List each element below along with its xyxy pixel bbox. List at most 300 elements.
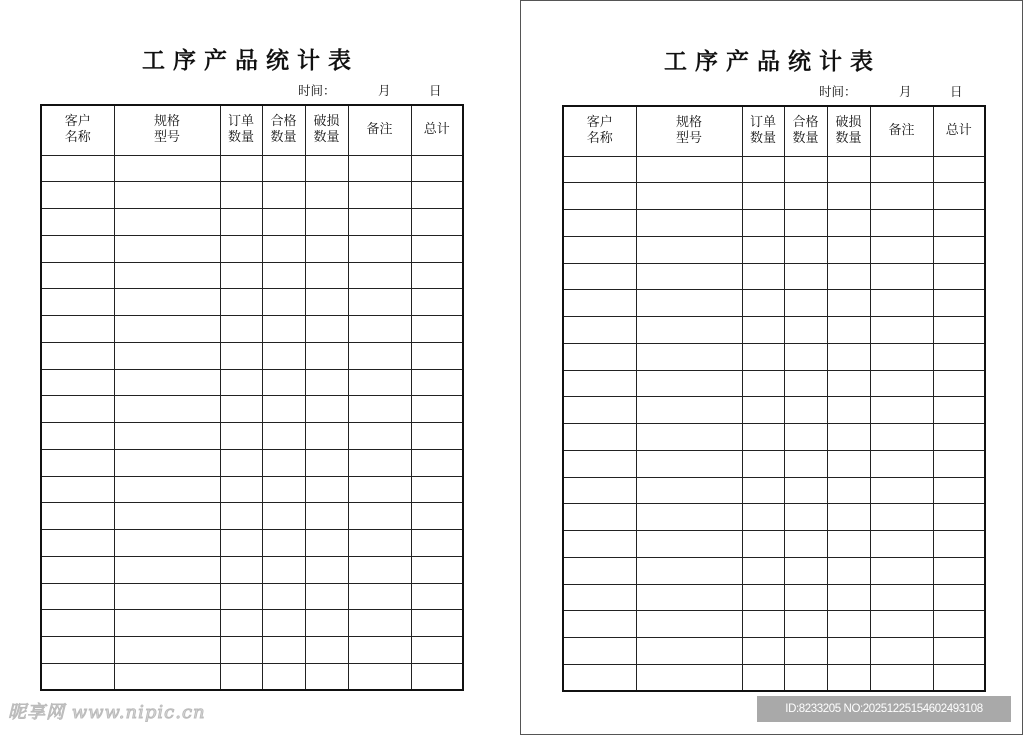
table-cell: [348, 530, 411, 557]
header-line: 合格: [792, 115, 819, 131]
table-cell: [742, 450, 784, 477]
image-id-badge: ID:8233205 NO:20251225154602493108: [757, 696, 1011, 722]
table-cell: [348, 235, 411, 262]
table-cell: [827, 424, 870, 451]
header-line: 数量: [270, 130, 297, 146]
table-cell: [827, 343, 870, 370]
table-cell: [563, 638, 636, 665]
table-cell: [41, 342, 114, 369]
table-cell: [348, 423, 411, 450]
table-cell: [784, 504, 827, 531]
table-cell: [348, 155, 411, 182]
table-cell: [114, 262, 220, 289]
table-cell: [305, 556, 348, 583]
table-row: [41, 503, 463, 530]
table-cell: [262, 396, 305, 423]
table-cell: [784, 450, 827, 477]
table-cell: [563, 504, 636, 531]
table-cell: [411, 182, 463, 209]
table-cell: [563, 236, 636, 263]
table-cell: [220, 342, 262, 369]
table-cell: [827, 370, 870, 397]
header-line: 数量: [227, 130, 254, 146]
table-row: [563, 504, 985, 531]
table-cell: [870, 584, 933, 611]
table-row: [563, 370, 985, 397]
table-row: [563, 477, 985, 504]
table-cell: [742, 156, 784, 183]
table-cell: [41, 155, 114, 182]
table-cell: [784, 531, 827, 558]
table-cell: [870, 664, 933, 691]
header-line: 数量: [792, 131, 819, 147]
table-row: [41, 262, 463, 289]
table-row: [41, 637, 463, 664]
table-cell: [933, 156, 985, 183]
table-cell: [933, 638, 985, 665]
table-cell: [41, 423, 114, 450]
table-cell: [348, 182, 411, 209]
table-cell: [827, 477, 870, 504]
month-label: 月: [378, 83, 391, 98]
table-cell: [742, 317, 784, 344]
table-cell: [742, 263, 784, 290]
column-header: [933, 106, 985, 156]
table-cell: [870, 210, 933, 237]
table-cell: [742, 584, 784, 611]
table-cell: [348, 262, 411, 289]
table-cell: [262, 316, 305, 343]
table-cell: [411, 209, 463, 236]
table-cell: [784, 611, 827, 638]
header-line: 客户: [586, 115, 613, 131]
table-cell: [784, 584, 827, 611]
table-cell: [411, 610, 463, 637]
column-header: [784, 106, 827, 156]
table-cell: [262, 369, 305, 396]
table-row: [41, 289, 463, 316]
table-cell: [742, 424, 784, 451]
table-cell: [563, 397, 636, 424]
form-title: 工序产品统计表: [142, 47, 359, 74]
table-cell: [305, 262, 348, 289]
table-cell: [220, 396, 262, 423]
table-cell: [305, 235, 348, 262]
table-row: [563, 557, 985, 584]
table-row: [41, 209, 463, 236]
table-cell: [114, 476, 220, 503]
table-cell: [636, 317, 742, 344]
table-cell: [870, 611, 933, 638]
table-cell: [262, 610, 305, 637]
table-cell: [636, 477, 742, 504]
table-cell: [348, 369, 411, 396]
table-cell: [563, 290, 636, 317]
table-row: [41, 530, 463, 557]
table-cell: [114, 396, 220, 423]
table-cell: [220, 182, 262, 209]
header-line: 破损: [835, 115, 862, 131]
table-cell: [742, 210, 784, 237]
month-label: 月: [899, 84, 912, 99]
table-cell: [784, 236, 827, 263]
table-cell: [742, 183, 784, 210]
table-cell: [827, 557, 870, 584]
table-row: [41, 369, 463, 396]
table-row: [41, 316, 463, 343]
table-cell: [636, 557, 742, 584]
table-cell: [411, 155, 463, 182]
watermark-logo: 昵享网 www.nipic.cn: [8, 702, 206, 723]
table-cell: [563, 611, 636, 638]
table-cell: [305, 663, 348, 690]
table-cell: [784, 370, 827, 397]
header-line: 数量: [835, 131, 862, 147]
table-cell: [41, 663, 114, 690]
table-cell: [827, 290, 870, 317]
header-line: 名称: [64, 130, 91, 146]
table-cell: [114, 663, 220, 690]
table-cell: [784, 557, 827, 584]
header-line: 合格: [270, 114, 297, 130]
table-cell: [411, 262, 463, 289]
table-cell: [305, 155, 348, 182]
table-cell: [784, 156, 827, 183]
table-cell: [827, 504, 870, 531]
table-cell: [784, 343, 827, 370]
table-cell: [827, 664, 870, 691]
table-cell: [636, 343, 742, 370]
table-cell: [220, 235, 262, 262]
day-label: 日: [950, 84, 963, 99]
table-row: [41, 155, 463, 182]
header-line: 规格: [153, 114, 180, 130]
table-cell: [933, 424, 985, 451]
table-cell: [262, 556, 305, 583]
table-row: [563, 263, 985, 290]
table-cell: [114, 209, 220, 236]
table-cell: [305, 530, 348, 557]
table-cell: [305, 476, 348, 503]
table-cell: [827, 397, 870, 424]
table-cell: [870, 290, 933, 317]
column-header: [563, 106, 636, 156]
table-cell: [563, 317, 636, 344]
table-cell: [742, 531, 784, 558]
table-cell: [870, 263, 933, 290]
table-cell: [305, 209, 348, 236]
table-cell: [305, 583, 348, 610]
header-line: 备注: [888, 123, 915, 139]
table-cell: [41, 182, 114, 209]
table-cell: [411, 235, 463, 262]
table-cell: [411, 530, 463, 557]
column-header: [114, 105, 220, 155]
table-cell: [784, 290, 827, 317]
table-cell: [41, 637, 114, 664]
table-cell: [220, 476, 262, 503]
table-cell: [933, 531, 985, 558]
date-label: 时间：: [298, 83, 336, 98]
table-cell: [933, 450, 985, 477]
table-cell: [41, 235, 114, 262]
table-row: [563, 343, 985, 370]
table-cell: [220, 316, 262, 343]
table-row: [41, 235, 463, 262]
table-cell: [933, 557, 985, 584]
table-cell: [348, 583, 411, 610]
table-cell: [114, 369, 220, 396]
table-cell: [870, 450, 933, 477]
table-cell: [827, 638, 870, 665]
table-cell: [411, 663, 463, 690]
table-cell: [305, 503, 348, 530]
table-cell: [348, 637, 411, 664]
table-cell: [114, 530, 220, 557]
table-cell: [411, 423, 463, 450]
table-cell: [870, 236, 933, 263]
table-cell: [220, 663, 262, 690]
table-cell: [114, 289, 220, 316]
header-line: 订单: [227, 114, 254, 130]
table-cell: [870, 343, 933, 370]
table-cell: [262, 503, 305, 530]
table-cell: [411, 556, 463, 583]
table-cell: [305, 610, 348, 637]
table-row: [41, 610, 463, 637]
table-cell: [784, 397, 827, 424]
table-cell: [305, 449, 348, 476]
table-cell: [411, 449, 463, 476]
table-cell: [827, 236, 870, 263]
table-cell: [933, 664, 985, 691]
table-cell: [784, 477, 827, 504]
table-cell: [870, 397, 933, 424]
table-cell: [411, 342, 463, 369]
table-cell: [827, 210, 870, 237]
table-cell: [262, 530, 305, 557]
table-cell: [262, 289, 305, 316]
table-row: [41, 476, 463, 503]
table-row: [563, 397, 985, 424]
table-cell: [220, 637, 262, 664]
statistics-table: [40, 104, 464, 691]
table-cell: [41, 583, 114, 610]
table-cell: [262, 449, 305, 476]
table-cell: [870, 477, 933, 504]
table-cell: [742, 397, 784, 424]
table-cell: [114, 503, 220, 530]
table-row: [563, 531, 985, 558]
column-header: [636, 106, 742, 156]
table-row: [41, 342, 463, 369]
table-cell: [262, 423, 305, 450]
table-cell: [784, 317, 827, 344]
table-cell: [563, 557, 636, 584]
table-row: [41, 556, 463, 583]
table-cell: [563, 156, 636, 183]
column-header: [411, 105, 463, 155]
table-cell: [870, 317, 933, 344]
table-cell: [262, 209, 305, 236]
table-cell: [262, 342, 305, 369]
table-row: [563, 236, 985, 263]
table-cell: [41, 316, 114, 343]
table-cell: [348, 503, 411, 530]
table-cell: [784, 424, 827, 451]
table-cell: [348, 476, 411, 503]
table-cell: [870, 557, 933, 584]
table-cell: [262, 663, 305, 690]
table-cell: [742, 611, 784, 638]
table-cell: [114, 556, 220, 583]
table-cell: [305, 396, 348, 423]
table-cell: [114, 155, 220, 182]
header-line: 客户: [64, 114, 91, 130]
table-cell: [742, 664, 784, 691]
table-cell: [742, 504, 784, 531]
table-cell: [305, 369, 348, 396]
header-line: 名称: [586, 131, 613, 147]
table-cell: [636, 370, 742, 397]
table-cell: [870, 156, 933, 183]
table-cell: [563, 183, 636, 210]
column-header: [305, 105, 348, 155]
table-cell: [827, 263, 870, 290]
table-cell: [411, 583, 463, 610]
header-line: 破损: [313, 114, 340, 130]
table-cell: [563, 664, 636, 691]
table-cell: [220, 583, 262, 610]
table-cell: [563, 584, 636, 611]
table-cell: [41, 209, 114, 236]
table-cell: [933, 343, 985, 370]
table-cell: [305, 342, 348, 369]
table-cell: [784, 263, 827, 290]
table-row: [563, 210, 985, 237]
table-cell: [41, 530, 114, 557]
table-row: [41, 182, 463, 209]
table-cell: [220, 155, 262, 182]
table-cell: [411, 289, 463, 316]
table-row: [563, 450, 985, 477]
table-cell: [305, 182, 348, 209]
table-cell: [348, 209, 411, 236]
table-cell: [636, 236, 742, 263]
table-cell: [563, 343, 636, 370]
table-cell: [742, 343, 784, 370]
table-cell: [563, 531, 636, 558]
table-cell: [636, 584, 742, 611]
table-cell: [563, 210, 636, 237]
table-cell: [784, 664, 827, 691]
table-cell: [636, 263, 742, 290]
table-cell: [348, 663, 411, 690]
table-cell: [220, 556, 262, 583]
table-row: [563, 664, 985, 691]
header-line: 数量: [313, 130, 340, 146]
table-cell: [933, 611, 985, 638]
table-cell: [262, 235, 305, 262]
table-cell: [636, 450, 742, 477]
date-label: 时间：: [819, 84, 857, 99]
table-cell: [636, 156, 742, 183]
column-header: [870, 106, 933, 156]
table-cell: [348, 316, 411, 343]
table-cell: [220, 530, 262, 557]
table-cell: [41, 556, 114, 583]
table-cell: [411, 503, 463, 530]
table-cell: [41, 262, 114, 289]
table-cell: [636, 210, 742, 237]
table-row: [563, 584, 985, 611]
table-cell: [348, 556, 411, 583]
table-cell: [114, 342, 220, 369]
table-cell: [636, 664, 742, 691]
column-header: [220, 105, 262, 155]
table-cell: [563, 263, 636, 290]
header-line: 订单: [749, 115, 776, 131]
table-cell: [41, 503, 114, 530]
column-header: [827, 106, 870, 156]
table-cell: [563, 450, 636, 477]
table-cell: [870, 531, 933, 558]
table-cell: [114, 637, 220, 664]
header-line: 规格: [675, 115, 702, 131]
table-cell: [114, 583, 220, 610]
table-cell: [348, 449, 411, 476]
table-cell: [220, 209, 262, 236]
table-cell: [636, 183, 742, 210]
statistics-table: [562, 105, 986, 692]
table-cell: [870, 424, 933, 451]
header-line: 型号: [675, 131, 702, 147]
table-cell: [870, 504, 933, 531]
table-row: [563, 611, 985, 638]
table-cell: [348, 342, 411, 369]
table-cell: [933, 584, 985, 611]
table-cell: [636, 424, 742, 451]
table-cell: [348, 396, 411, 423]
header-line: 型号: [153, 130, 180, 146]
table-cell: [636, 531, 742, 558]
table-row: [41, 449, 463, 476]
form-sheet-right: [520, 0, 1023, 735]
table-cell: [933, 504, 985, 531]
table-cell: [933, 317, 985, 344]
table-cell: [784, 210, 827, 237]
table-cell: [870, 638, 933, 665]
table-row: [563, 156, 985, 183]
table-row: [563, 290, 985, 317]
table-row: [563, 638, 985, 665]
table-cell: [933, 263, 985, 290]
column-header: [41, 105, 114, 155]
column-header: [348, 105, 411, 155]
table-row: [563, 183, 985, 210]
table-cell: [742, 370, 784, 397]
table-cell: [114, 423, 220, 450]
table-cell: [933, 210, 985, 237]
column-header: [262, 105, 305, 155]
table-cell: [262, 476, 305, 503]
header-line: 总计: [945, 123, 972, 139]
table-cell: [411, 369, 463, 396]
table-cell: [220, 262, 262, 289]
table-cell: [220, 449, 262, 476]
table-cell: [220, 289, 262, 316]
table-cell: [933, 183, 985, 210]
